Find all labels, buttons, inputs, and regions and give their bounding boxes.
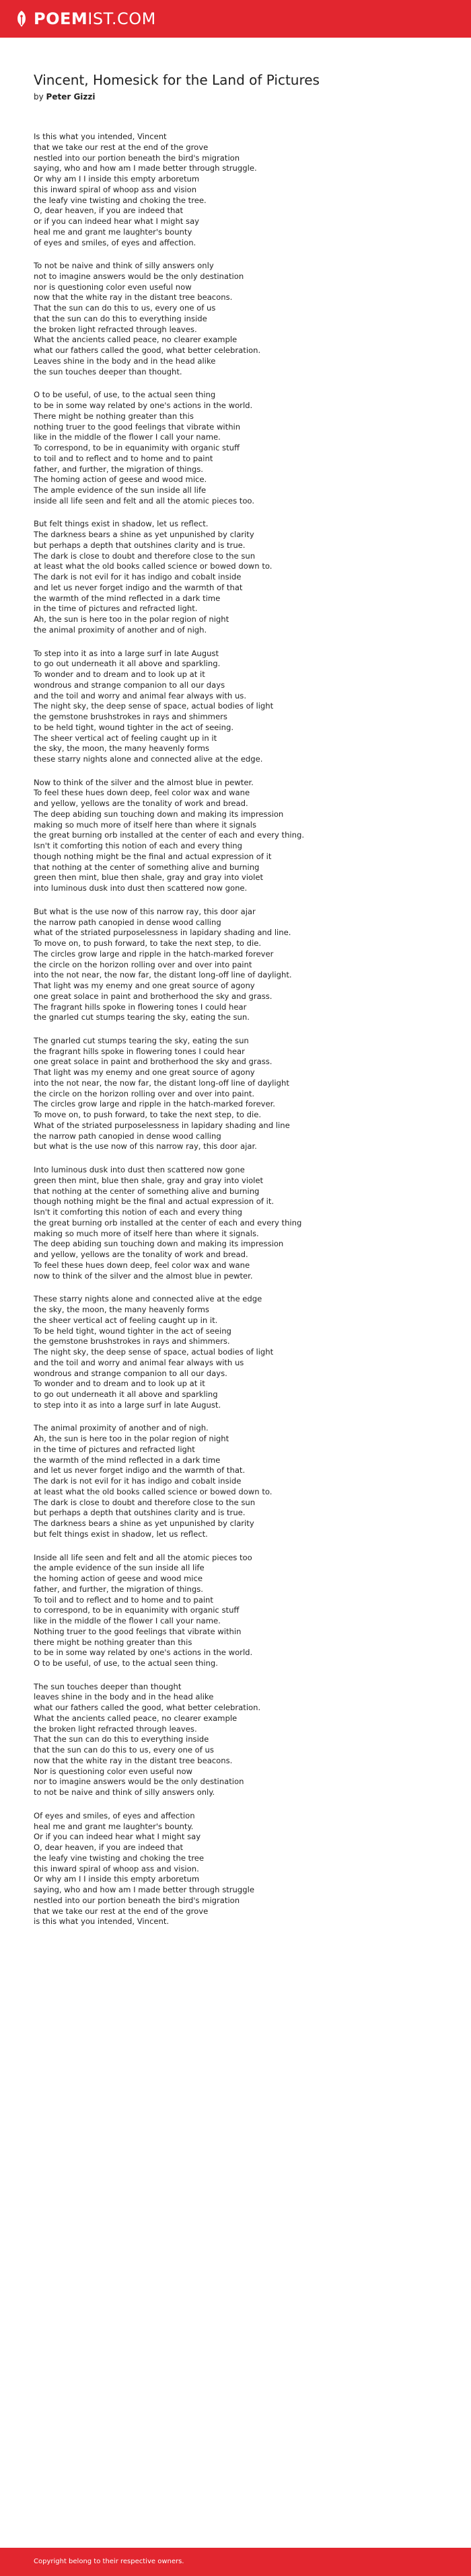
poem-line: the animal proximity of another and of nigh. [34,625,207,635]
poem-line: at least what the old books called science or bowed down to. [34,561,273,571]
byline [34,91,437,102]
poem-line: is this what you intended, Vincent. [34,1917,170,1927]
poem-line: Isn't it comforting this notion of each and every thing [34,841,242,851]
poem-line: this inward spiral of whoop ass and vision [34,184,197,194]
poem-line: to be in some way related by one's actions in the world. [34,401,253,411]
poem-line: heal me and grant me laughter's bounty. [34,1821,194,1831]
poem-line: the warmth of the mind reflected in a dark time [34,593,221,603]
poem-line: one great solace in paint and brotherhood the sky and grass. [34,1057,273,1067]
poem-line: though nothing might be the final and actual expression of it. [34,1197,275,1207]
poem-line: not to imagine answers would be the only destination [34,271,244,281]
poem-line: The sheer vertical act of feeling caught up in it [34,733,217,743]
poem-line: The animal proximity of another and of nigh. [34,1423,209,1433]
poem-line: Into luminous dusk into dust then scattered now gone [34,1165,245,1175]
poem-line: the circle on the horizon rolling over and over into paint. [34,1088,255,1098]
poem-line: there might be nothing greater than this [34,1637,192,1647]
poem-line: father, and further, the migration of things. [34,1584,203,1594]
poem-line: green then mint, blue then shale, gray and gray into violet [34,873,264,883]
poem-line: The fragrant hills spoke in flowering tones I could hear [34,1002,247,1012]
poem-line: that the sun can do this to everything inside [34,313,207,323]
poem-line: to be in some way related by one's actions in the world. [34,1648,253,1658]
poem-line: the sun touches deeper than thought. [34,366,182,376]
poem-line: nestled into our portion beneath the bird's migration [34,1895,240,1905]
poem-line: the leafy vine twisting and choking the tree [34,1853,204,1863]
poem-line: the gnarled cut stumps tearing the sky, eating the sun. [34,1012,250,1022]
poem-line: The homing action of geese and wood mice. [34,475,207,485]
poem-line: this inward spiral of whoop ass and vision. [34,1863,199,1874]
poem-line: the ample evidence of the sun inside all life [34,1563,205,1573]
poem-line: To correspond, to be in equanimity with organic stuff [34,443,240,453]
poem-line: Or if you can indeed hear what I might say [34,1832,201,1842]
poem-line: The darkness bears a shine as yet unpunished by clarity [34,1519,254,1529]
poem-line: What the ancients called peace, no clearer example [34,1713,238,1723]
poem-line: the sheer vertical act of feeling caught up in it. [34,1315,218,1325]
poem-line: heal me and grant me laughter's bounty [34,227,192,237]
poem-stanza [34,390,437,506]
poem-stanza [34,1036,437,1152]
poem-line: Nor is questioning color even useful now [34,1766,193,1776]
poem-line: to be held tight, wound tighter in the act of seeing. [34,722,234,732]
poem-line: Is this what you intended, Vincent [34,132,167,141]
poem-line: nor to imagine answers would be the only destination [34,1777,244,1787]
poem-line: into luminous dusk into dust then scattered now gone. [34,883,248,893]
poem-line: but what is the use now of this narrow ray, this door ajar. [34,1141,257,1152]
poem-line: the leafy vine twisting and choking the tree. [34,195,207,205]
poem-line: to toil and to reflect and to home and to paint [34,453,213,463]
poem-stanza [34,519,437,635]
poem-line: The deep abiding sun touching down and making its impression [34,809,284,819]
poem-line: O to be useful, of use, to the actual seen thing [34,390,216,400]
footer-copyright: Copyright belong to their respective owners. [34,2558,184,2565]
poem-title: Vincent, Homesick for the Land of Pictures [34,72,320,88]
poem-line: To wonder and to dream and to look up at it [34,1379,205,1389]
poem-line: now to think of the silver and the almost blue in pewter. [34,1271,253,1281]
poem-line: what our fathers called the good, what better celebration. [34,1703,261,1713]
poem-line: The dark is close to doubt and therefore close to the sun [34,551,256,561]
poem-line: Ah, the sun is here too in the polar region of night [34,614,229,625]
poem-line: wondrous and strange companion to all our days [34,680,225,690]
poem-line: and yellow, yellows are the tonality of work and bread. [34,799,248,809]
poem-line: To toil and to reflect and to home and to paint [34,1595,213,1605]
poem-line: that the sun can do this to us, every one of us [34,1745,214,1755]
poem-line: The darkness bears a shine as yet unpunished by clarity [34,530,254,540]
poem-line: But what is the use now of this narrow ray, this door ajar [34,906,256,916]
poem-line: the broken light refracted through leaves. [34,324,197,334]
poem-line: Ah, the sun is here too in the polar region of night [34,1434,229,1444]
poem-stanza [34,1294,437,1410]
poem-line: saying, who and how am I made better through struggle. [34,163,257,173]
poem-line: one great solace in paint and brotherhood the sky and grass. [34,991,273,1001]
poem-line: To move on, to push forward, to take the next step, to die. [34,1110,262,1120]
poem-line: saying, who and how am I made better through struggle [34,1885,254,1895]
poem-line: O to be useful, of use, to the actual seen thing. [34,1658,218,1668]
poem-line: The circles grow large and ripple in the hatch-marked forever [34,949,274,959]
poem-line: to go out underneath it all above and sparkling. [34,659,221,669]
poem-line: There might be nothing greater than this [34,411,194,421]
poem-line: at least what the old books called science or bowed down to. [34,1486,273,1496]
poem-line: and yellow, yellows are the tonality of work and bread. [34,1250,248,1260]
logo-bold-text: POEM [34,9,88,28]
logo-wordmark [34,9,156,28]
poem-line: That the sun can do this to everything inside [34,1734,209,1744]
poem-line: that we take our rest at the end of the grove [34,1906,209,1916]
poem-line: that nothing at the center of something alive and burning [34,1186,260,1196]
poem-line: but perhaps a depth that outshines clarity and is true. [34,540,246,550]
poem-line: or if you can indeed hear what I might say [34,216,200,226]
poem-line: The night sky, the deep sense of space, actual bodies of light [34,1347,274,1357]
poem-line: the great burning orb installed at the center of each and every thing. [34,830,305,840]
poem-line: the fragrant hills spoke in flowering tones I could hear [34,1046,245,1056]
poem-line: The sun touches deeper than thought [34,1681,182,1691]
byline-label: by [34,92,44,102]
author-name[interactable]: Peter Gizzi [46,92,96,102]
poem-line: nor is questioning color even useful now [34,282,192,292]
poem-body [34,132,437,1927]
poem-stanza [34,1811,437,1927]
poem-line: that we take our rest at the end of the grove [34,142,209,152]
poem-line: The dark is close to doubt and therefore close to the sun [34,1497,256,1507]
poem-stanza [34,132,437,248]
poem-line: to correspond, to be in equanimity with organic stuff [34,1605,240,1615]
poem-line: The circles grow large and ripple in the hatch-marked forever. [34,1099,275,1109]
poem-line: now that the white ray in the distant tree beacons. [34,1755,233,1765]
poem-line: what our fathers called the good, what better celebration. [34,346,261,356]
poem-line: though nothing might be the final and actual expression of it [34,851,272,861]
poem-line: Nothing truer to the good feelings that vibrate within [34,1626,242,1636]
poem-stanza [34,907,437,1023]
poem-line: and the toil and worry and animal fear always with us. [34,690,247,700]
poem-line: To not be naive and think of silly answers only [34,261,214,271]
poem-line: but felt things exist in shadow, let us reflect. [34,1529,208,1539]
poem-line: wondrous and strange companion to all our days. [34,1368,227,1378]
poem-line: The deep abiding sun touching down and making its impression [34,1239,284,1249]
poem-line: the narrow path canopied in dense wood calling [34,1131,221,1141]
poem-line: leaves shine in the body and in the head alike [34,1692,214,1702]
poem-stanza [34,261,437,377]
poem-line: making so much more of itself here than where it signals. [34,1228,259,1238]
poem-line: the broken light refracted through leaves. [34,1724,197,1734]
poem-line: nothing truer to the good feelings that vibrate within [34,421,241,432]
poem-line: these starry nights alone and connected alive at the edge. [34,754,263,764]
poem-stanza [34,1553,437,1669]
poem-line: Now to think of the silver and the almost blue in pewter. [34,777,254,787]
poem-line: to go out underneath it all above and sparkling [34,1390,218,1400]
poem-line: To feel these hues down deep, feel color wax and wane [34,1260,250,1270]
poem-stanza [34,1682,437,1798]
poem-line: The ample evidence of the sun inside all life [34,485,207,495]
poem-line: nestled into our portion beneath the bird's migration [34,153,240,163]
poem-line: That the sun can do this to us, every one of us [34,303,216,313]
poem-line: but perhaps a depth that outshines clarity and is true. [34,1508,246,1518]
poem-line: Inside all life seen and felt and all the atomic pieces too [34,1552,252,1562]
poem-line: and let us never forget indigo and the warmth of that. [34,1465,246,1476]
poem-line: of eyes and smiles, of eyes and affection. [34,237,196,247]
poem-line: what of the striated purposelessness in lapidary shading and line. [34,928,291,938]
logo-light-text: IST.COM [87,9,156,28]
poem-line: O, dear heaven, if you are indeed that [34,206,184,216]
poem-line: the gemstone brushstrokes in rays and shimmers [34,712,227,722]
poem-line: now that the white ray in the distant tree beacons. [34,292,233,303]
poem-line: the great burning orb installed at the center of each and every thing [34,1217,302,1227]
poem-line: the sky, the moon, the many heavenly forms [34,743,209,754]
poem-line: like in the middle of the flower I call your name. [34,1616,221,1626]
poem-line: and let us never forget indigo and the warmth of that [34,582,243,592]
poem-line: That light was my enemy and one great source of agony [34,981,255,991]
poem-line: Leaves shine in the body and in the head alike [34,356,216,366]
poem-line: To move on, to push forward, to take the next step, to die. [34,938,262,949]
site-footer [0,2548,471,2576]
poem-line: the gemstone brushstrokes in rays and shimmers. [34,1336,230,1346]
poem-line: in the time of pictures and refracted light [34,1444,195,1454]
poem-line: But felt things exist in shadow, let us reflect. [34,519,209,529]
poem-line: These starry nights alone and connected alive at the edge [34,1294,262,1304]
poem-line: What the ancients called peace, no clearer example [34,335,238,345]
site-header [0,0,471,38]
poem-line: To step into it as into a large surf in late August [34,648,219,658]
poem-line: to not be naive and think of silly answers only. [34,1787,215,1798]
poem-line: the circle on the horizon rolling over and over into paint [34,959,252,969]
poem-line: the narrow path canopied in dense wood calling [34,917,221,927]
poem-line: the sky, the moon, the many heavenly forms [34,1305,209,1315]
poem-line: to step into it as into a large surf in late August. [34,1400,221,1410]
poem-line: The night sky, the deep sense of space, actual bodies of light [34,701,274,711]
poem-line: inside all life seen and felt and all the atomic pieces too. [34,495,255,506]
poemist-pen-icon [15,10,28,28]
poem-line: O, dear heaven, if you are indeed that [34,1843,184,1853]
poem-line: father, and further, the migration of things. [34,464,203,474]
poem-line: To wonder and to dream and to look up at it [34,670,205,680]
poem-stanza [34,1165,437,1281]
poem-line: and the toil and worry and animal fear always with us [34,1357,244,1367]
poem-stanza [34,1423,437,1539]
poem-line: What of the striated purposelessness in lapidary shading and line [34,1120,290,1130]
poem-line: that nothing at the center of something alive and burning [34,862,260,872]
poem-line: making so much more of itself here than where it signals [34,819,257,830]
poem-line: the warmth of the mind reflected in a dark time [34,1455,221,1465]
poem-stanza [34,649,437,765]
poem-line: To be held tight, wound tighter in the act of seeing [34,1326,231,1336]
poem-line: Or why am I I inside this empty arboretum [34,1874,200,1884]
poem-line: into the not near, the now far, the distant long-off line of daylight. [34,970,292,980]
poem-line: The dark is not evil for it has indigo and cobalt inside [34,1476,242,1486]
poem-stanza [34,778,437,894]
poem-line: To feel these hues down deep, feel color wax and wane [34,788,250,798]
poem-line: Or why am I I inside this empty arboretum [34,174,200,184]
poem-line: Of eyes and smiles, of eyes and affection [34,1810,195,1820]
poem-line: The dark is not evil for it has indigo and cobalt inside [34,572,242,582]
site-logo[interactable] [15,9,156,28]
poem-article [34,38,437,1940]
poem-line: like in the middle of the flower I call your name. [34,432,221,442]
poem-line: The gnarled cut stumps tearing the sky, eating the sun [34,1035,249,1045]
poem-line: That light was my enemy and one great source of agony [34,1068,255,1078]
poem-line: green then mint, blue then shale, gray and gray into violet [34,1175,264,1185]
poem-line: the homing action of geese and wood mice [34,1574,203,1584]
poem-line: in the time of pictures and refracted light. [34,604,198,614]
poem-line: Isn't it comforting this notion of each and every thing [34,1207,242,1217]
poem-line: into the not near, the now far, the distant long-off line of daylight [34,1078,289,1088]
